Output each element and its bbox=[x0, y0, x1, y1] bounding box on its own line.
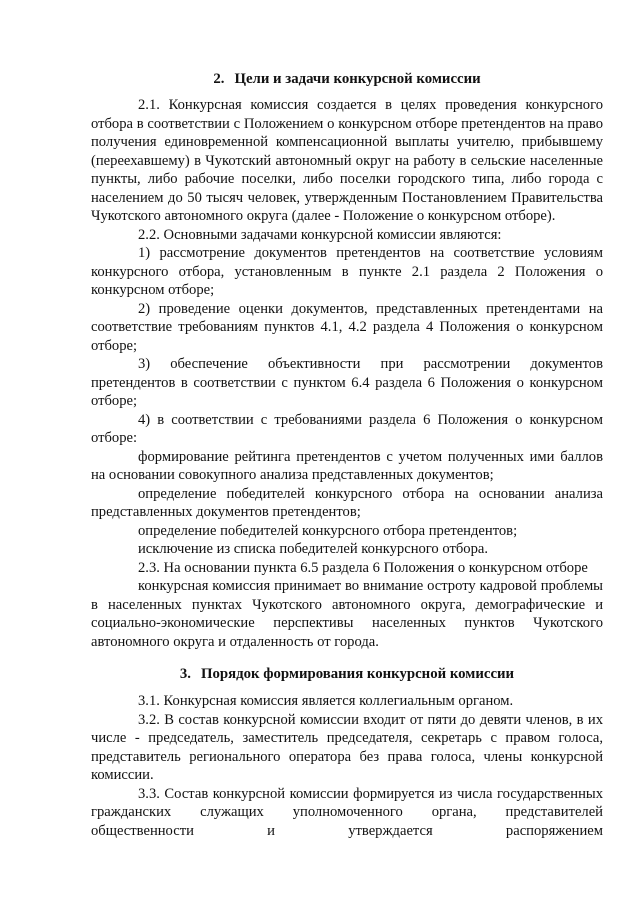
paragraph-2-2-item-3: 3) обеспечение объективности при рассмотрении документов претендентов в соответствии с пунктом 6.4 раздела 6 Положения о конкурсном отборе; bbox=[91, 356, 603, 409]
paragraph-2-2-subitem-1: формирование рейтинга претендентов с учетом полученных ими баллов на основании совокупного анализа представленных документов; bbox=[91, 448, 603, 483]
paragraph-3-3: 3.3. Состав конкурсной комиссии формируется из числа государственных гражданских служащих уполномоченного органа, представителей общественности и утверждается распоряжением bbox=[91, 785, 603, 839]
paragraph-2-2-subitem-3: определение победителей конкурсного отбора претендентов; bbox=[138, 522, 518, 539]
paragraph-2-2-item-4: 4) в соответствии с требованиями раздела 6 Положения о конкурсном отборе: bbox=[91, 411, 603, 446]
paragraph-2-3: 2.3. На основании пункта 6.5 раздела 6 Положения о конкурсном отборе bbox=[138, 559, 588, 576]
paragraph-2-2-subitem-4: исключение из списка победителей конкурсного отбора. bbox=[138, 541, 489, 557]
section-3-heading bbox=[91, 665, 603, 683]
paragraph-2-2-item-1: 1) рассмотрение документов претендентов на соответствие условиям конкурсного отбора, установленным в пункте 2.1 раздела 2 Положения о конкурсном отборе; bbox=[91, 245, 603, 298]
section-2-title: Цели и задачи конкурсной комиссии bbox=[234, 71, 481, 87]
section-2-number: 2. bbox=[213, 71, 225, 87]
paragraph-2-1: 2.1. Конкурсная комиссия создается в целях проведения конкурсного отбора в соответствии с Положением о конкурсном отборе претендентов на право получения единовременной компенсационной выплаты учителю, прибывшему (переехавшему) в Чукотский автономный округ на работу в сельские населенные пункты, либо рабочие поселки, либо поселки городского типа, либо города с населением до 50 тысяч человек, утвержденным Постановлением Правительства Чукотского автономного округа (далее - Положение о конкурсном отборе). bbox=[91, 97, 603, 224]
paragraph-2-3-continued: конкурсная комиссия принимает во внимание остроту кадровой проблемы в населенных пунктах Чукотского автономного округа, демографические и социально-экономические перспективы населенных пунктов Чукотского автономного округа и отдаленность от города. bbox=[91, 578, 603, 650]
paragraph-2-2-subitem-2: определение победителей конкурсного отбора на основании анализа представленных документов претендентов; bbox=[91, 485, 603, 520]
section-2-heading bbox=[91, 70, 603, 88]
paragraph-2-2: 2.2. Основными задачами конкурсной комиссии являются: bbox=[138, 226, 502, 243]
paragraph-2-2-item-2: 2) проведение оценки документов, представленных претендентами на соответствие требованиям пунктов 4.1, 4.2 раздела 4 Положения о конкурсном отборе; bbox=[91, 300, 603, 354]
section-2-body bbox=[91, 96, 603, 651]
section-3-body bbox=[91, 692, 603, 840]
section-3-number: 3. bbox=[179, 666, 192, 682]
paragraph-3-2: 3.2. В состав конкурсной комиссии входит от пяти до девяти членов, в их числе - председатель, заместитель председателя, секретарь с правом голоса, представитель регионального оператора без права голоса, члены конкурсной комиссии. bbox=[91, 711, 603, 783]
section-3-title: Порядок формирования конкурсной комиссии bbox=[201, 666, 515, 682]
paragraph-3-1: 3.1. Конкурсная комиссия является коллегиальным органом. bbox=[138, 693, 514, 709]
